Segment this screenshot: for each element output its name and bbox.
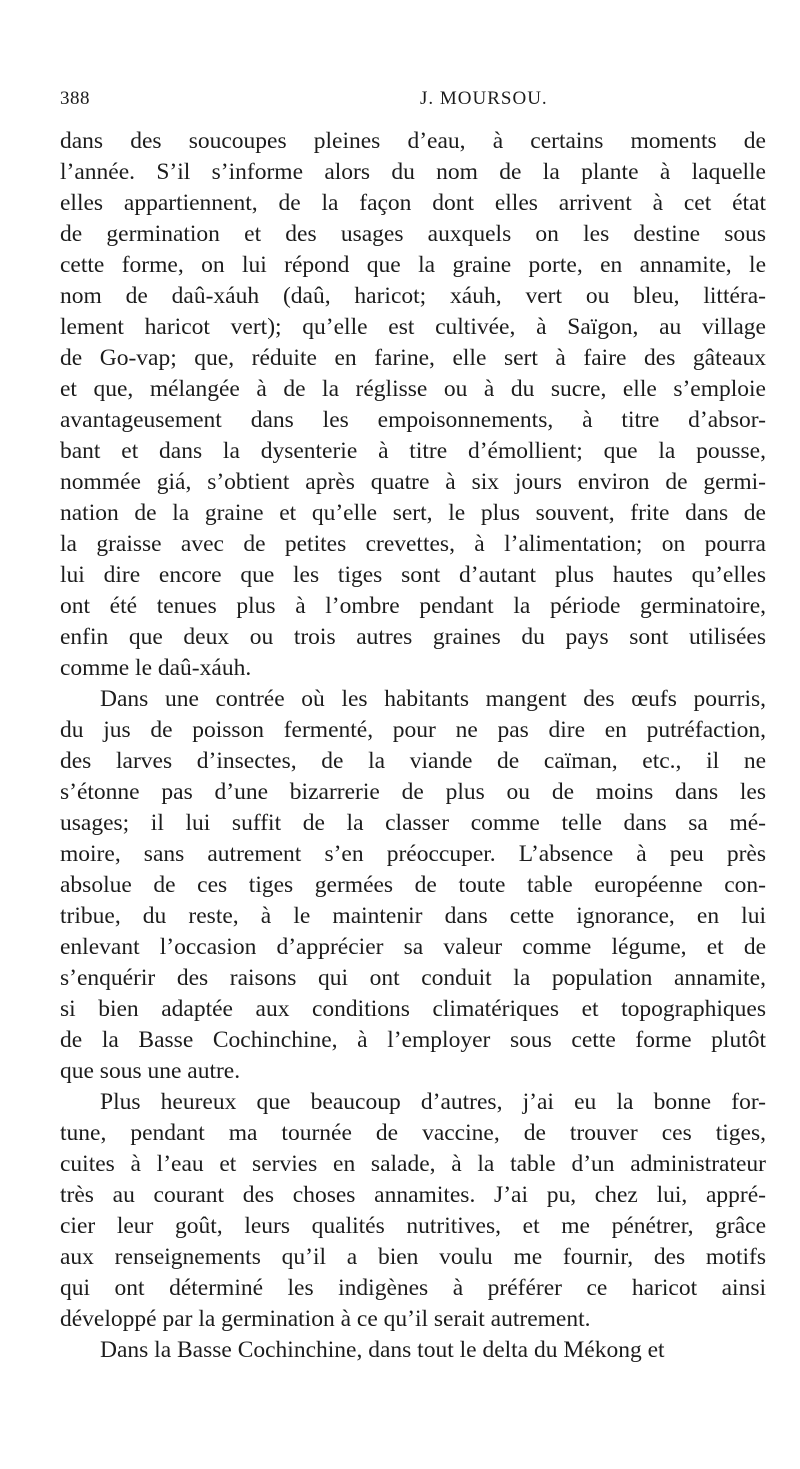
- text-line: que sous une autre.: [60, 1058, 241, 1084]
- text-line: la graisse avec de petites crevettes, à l’alimentation; on pourra: [60, 531, 766, 557]
- text-line: tribue, du reste, à le maintenir dans cette ignorance, en lui: [60, 903, 766, 929]
- text-line: dans des soucoupes pleines d’eau, à certains moments de: [60, 128, 766, 154]
- text-line: elles appartiennent, de la façon dont elles arrivent à cet état: [60, 190, 766, 216]
- paragraph: [60, 684, 766, 1087]
- paragraph: [60, 1087, 766, 1335]
- text-line: enfin que deux ou trois autres graines du pays sont utilisées: [60, 624, 766, 650]
- text-line: avantageusement dans les empoisonnements, à titre d’absor-: [60, 407, 766, 433]
- text-line: aux renseignements qu’il a bien voulu me fournir, des motifs: [60, 1244, 766, 1270]
- text-line: usages; il lui suffit de la classer comme telle dans sa mé-: [60, 810, 766, 836]
- text-line: et que, mélangée à de la réglisse ou à du sucre, elle s’emploie: [60, 376, 766, 402]
- text-line: nom de daû-xáuh (daû, haricot; xáuh, vert ou bleu, littéra-: [60, 283, 766, 309]
- running-head: J. MOURSOU.: [420, 88, 548, 109]
- text-line: enlevant l’occasion d’apprécier sa valeur comme légume, et de: [60, 934, 766, 960]
- text-line: des larves d’insectes, de la viande de caïman, etc., il ne: [60, 748, 766, 774]
- text-line: l’année. S’il s’informe alors du nom de la plante à laquelle: [60, 159, 766, 185]
- text-line: s’enquérir des raisons qui ont conduit la population annamite,: [60, 965, 766, 991]
- text-line: comme le daû-xáuh.: [60, 655, 252, 681]
- text-line: tune, pendant ma tournée de vaccine, de trouver ces tiges,: [60, 1120, 766, 1146]
- text-line: nommée giá, s’obtient après quatre à six jours environ de germi-: [60, 469, 766, 495]
- text-line: très au courant des choses annamites. J’ai pu, chez lui, appré-: [60, 1182, 766, 1208]
- text-line: cuites à l’eau et servies en salade, à la table d’un administrateur: [60, 1151, 766, 1177]
- text-line: Plus heureux que beaucoup d’autres, j’ai eu la bonne for-: [100, 1089, 766, 1115]
- page-header: [60, 88, 766, 116]
- paragraph: [60, 126, 766, 684]
- text-line: du jus de poisson fermenté, pour ne pas dire en putréfaction,: [60, 717, 766, 743]
- text-line: moire, sans autrement s’en préoccuper. L’absence à peu près: [60, 841, 766, 867]
- page-number: 388: [60, 88, 90, 109]
- text-line: bant et dans la dysenterie à titre d’émollient; que la pousse,: [60, 438, 766, 464]
- paragraph: [60, 1335, 766, 1366]
- text-line: Dans une contrée où les habitants mangent des œufs pourris,: [100, 686, 766, 712]
- text-line: s’étonne pas d’une bizarrerie de plus ou de moins dans les: [60, 779, 766, 805]
- text-line: de Go-vap; que, réduite en farine, elle sert à faire des gâteaux: [60, 345, 766, 371]
- text-line: lement haricot vert); qu’elle est cultivée, à Saïgon, au village: [60, 314, 766, 340]
- text-line: ont été tenues plus à l’ombre pendant la période germinatoire,: [60, 593, 766, 619]
- text-line: de la Basse Cochinchine, à l’employer sous cette forme plutôt: [60, 1027, 766, 1053]
- text-line: nation de la graine et qu’elle sert, le plus souvent, frite dans de: [60, 500, 766, 526]
- text-line: qui ont déterminé les indigènes à préférer ce haricot ainsi: [60, 1275, 766, 1301]
- text-line: lui dire encore que les tiges sont d’autant plus hautes qu’elles: [60, 562, 766, 588]
- text-line: développé par la germination à ce qu’il serait autrement.: [60, 1306, 591, 1332]
- text-line: absolue de ces tiges germées de toute table européenne con-: [60, 872, 766, 898]
- text-line: cette forme, on lui répond que la graine porte, en annamite, le: [60, 252, 766, 278]
- text-line: Dans la Basse Cochinchine, dans tout le delta du Mékong et: [100, 1337, 665, 1363]
- text-line: cier leur goût, leurs qualités nutritives, et me pénétrer, grâce: [60, 1213, 766, 1239]
- text-line: si bien adaptée aux conditions climatériques et topographiques: [60, 996, 766, 1022]
- body-text: [60, 126, 766, 1366]
- text-line: de germination et des usages auxquels on les destine sous: [60, 221, 766, 247]
